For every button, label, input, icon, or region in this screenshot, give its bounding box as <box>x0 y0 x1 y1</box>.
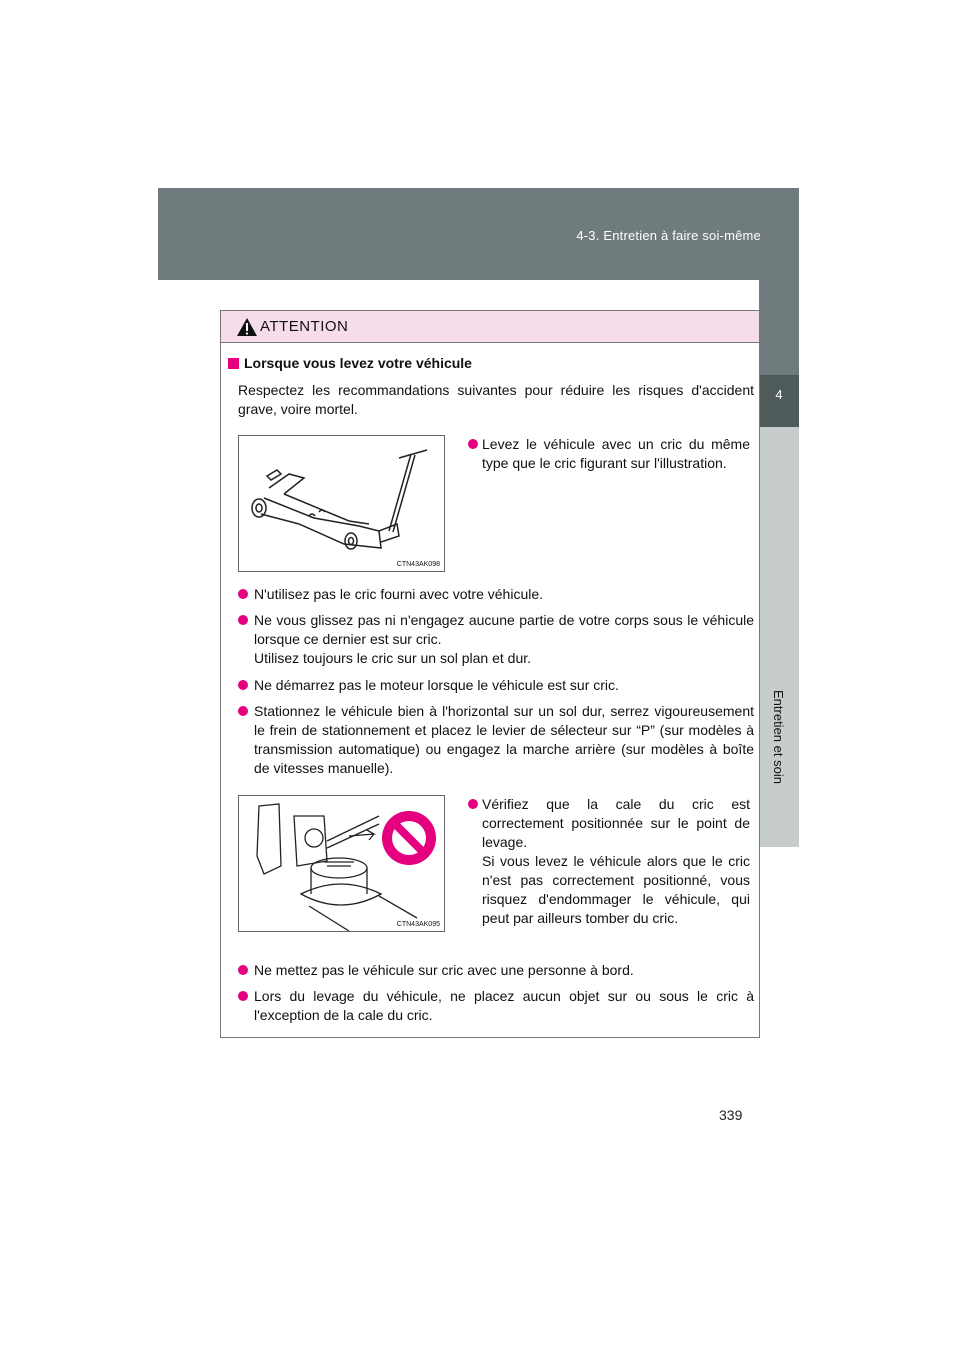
bullet-dot <box>468 439 478 449</box>
bullet-dot <box>238 965 248 975</box>
bullet-dot <box>468 799 478 809</box>
bullet-text-8: Lors du levage du véhicule, ne placez aucun objet sur ou sous le cric à l'exception de la cale du cric. <box>254 988 754 1023</box>
illustration-code: CTN43AK095 <box>396 921 440 928</box>
bullet-text-5: Stationnez le véhicule bien à l'horizontal sur un sol dur, serrez vigoureusement le frein de stationnement et placez le levier de sélecteur sur “P” (sur modèles à transmission automatique) ou engagez la marche arrière (sur modèles à boîte de vitesses manuelle). <box>254 703 754 776</box>
bullet-text-4: Ne démarrez pas le moteur lorsque le véhicule est sur cric. <box>254 677 619 693</box>
chapter-label-box <box>759 427 799 847</box>
jack-illustration <box>238 435 445 572</box>
bullet-text-7: Ne mettez pas le véhicule sur cric avec une personne à bord. <box>254 962 634 978</box>
square-bullet-icon <box>228 358 239 369</box>
bullet-text-6b: Si vous levez le véhicule alors que le cric n'est pas correctement positionné, vous risquez d'endommager le véhicule, qui peut par ailleurs tomber du cric. <box>482 853 750 926</box>
bullet-dot <box>238 706 248 716</box>
warning-label: ATTENTION <box>260 318 349 335</box>
warning-header <box>221 311 759 343</box>
warning-box <box>220 310 760 1038</box>
warning-triangle-icon <box>236 317 258 337</box>
bullet-text-3a: Ne vous glissez pas ni n'engagez aucune partie de votre corps sous le véhicule lorsque ce dernier est sur cric. <box>254 612 754 647</box>
chapter-number: 4 <box>759 375 799 427</box>
intro-text: Respectez les recommandations suivantes pour réduire les risques d'accident grave, voire mortel. <box>238 382 754 417</box>
lift-point-drawing <box>239 796 444 931</box>
bullet-dot <box>238 615 248 625</box>
section-heading <box>228 355 472 371</box>
bullet-text-2: N'utilisez pas le cric fourni avec votre véhicule. <box>254 586 544 602</box>
chapter-label: Entretien et soin <box>771 690 786 784</box>
bullet-text-1: Levez le véhicule avec un cric du même type que le cric figurant sur l'illustration. <box>482 436 750 471</box>
section-title: 4-3. Entretien à faire soi-même <box>576 228 761 243</box>
lift-point-illustration <box>238 795 445 932</box>
illustration-code: CTN43AK098 <box>396 561 440 568</box>
chapter-header-band <box>158 188 799 280</box>
bullet-dot <box>238 991 248 1001</box>
bullet-dot <box>238 589 248 599</box>
prohibition-icon <box>382 811 436 865</box>
bullet-dot <box>238 680 248 690</box>
bullet-text-3b: Utilisez toujours le cric sur un sol plan et dur. <box>254 650 532 666</box>
bullet-text-6a: Vérifiez que la cale du cric est correctement positionnée sur le point de levage. <box>482 796 750 850</box>
floor-jack-drawing <box>239 436 444 571</box>
page-number: 339 <box>719 1107 743 1123</box>
section-heading-text: Lorsque vous levez votre véhicule <box>244 355 472 371</box>
